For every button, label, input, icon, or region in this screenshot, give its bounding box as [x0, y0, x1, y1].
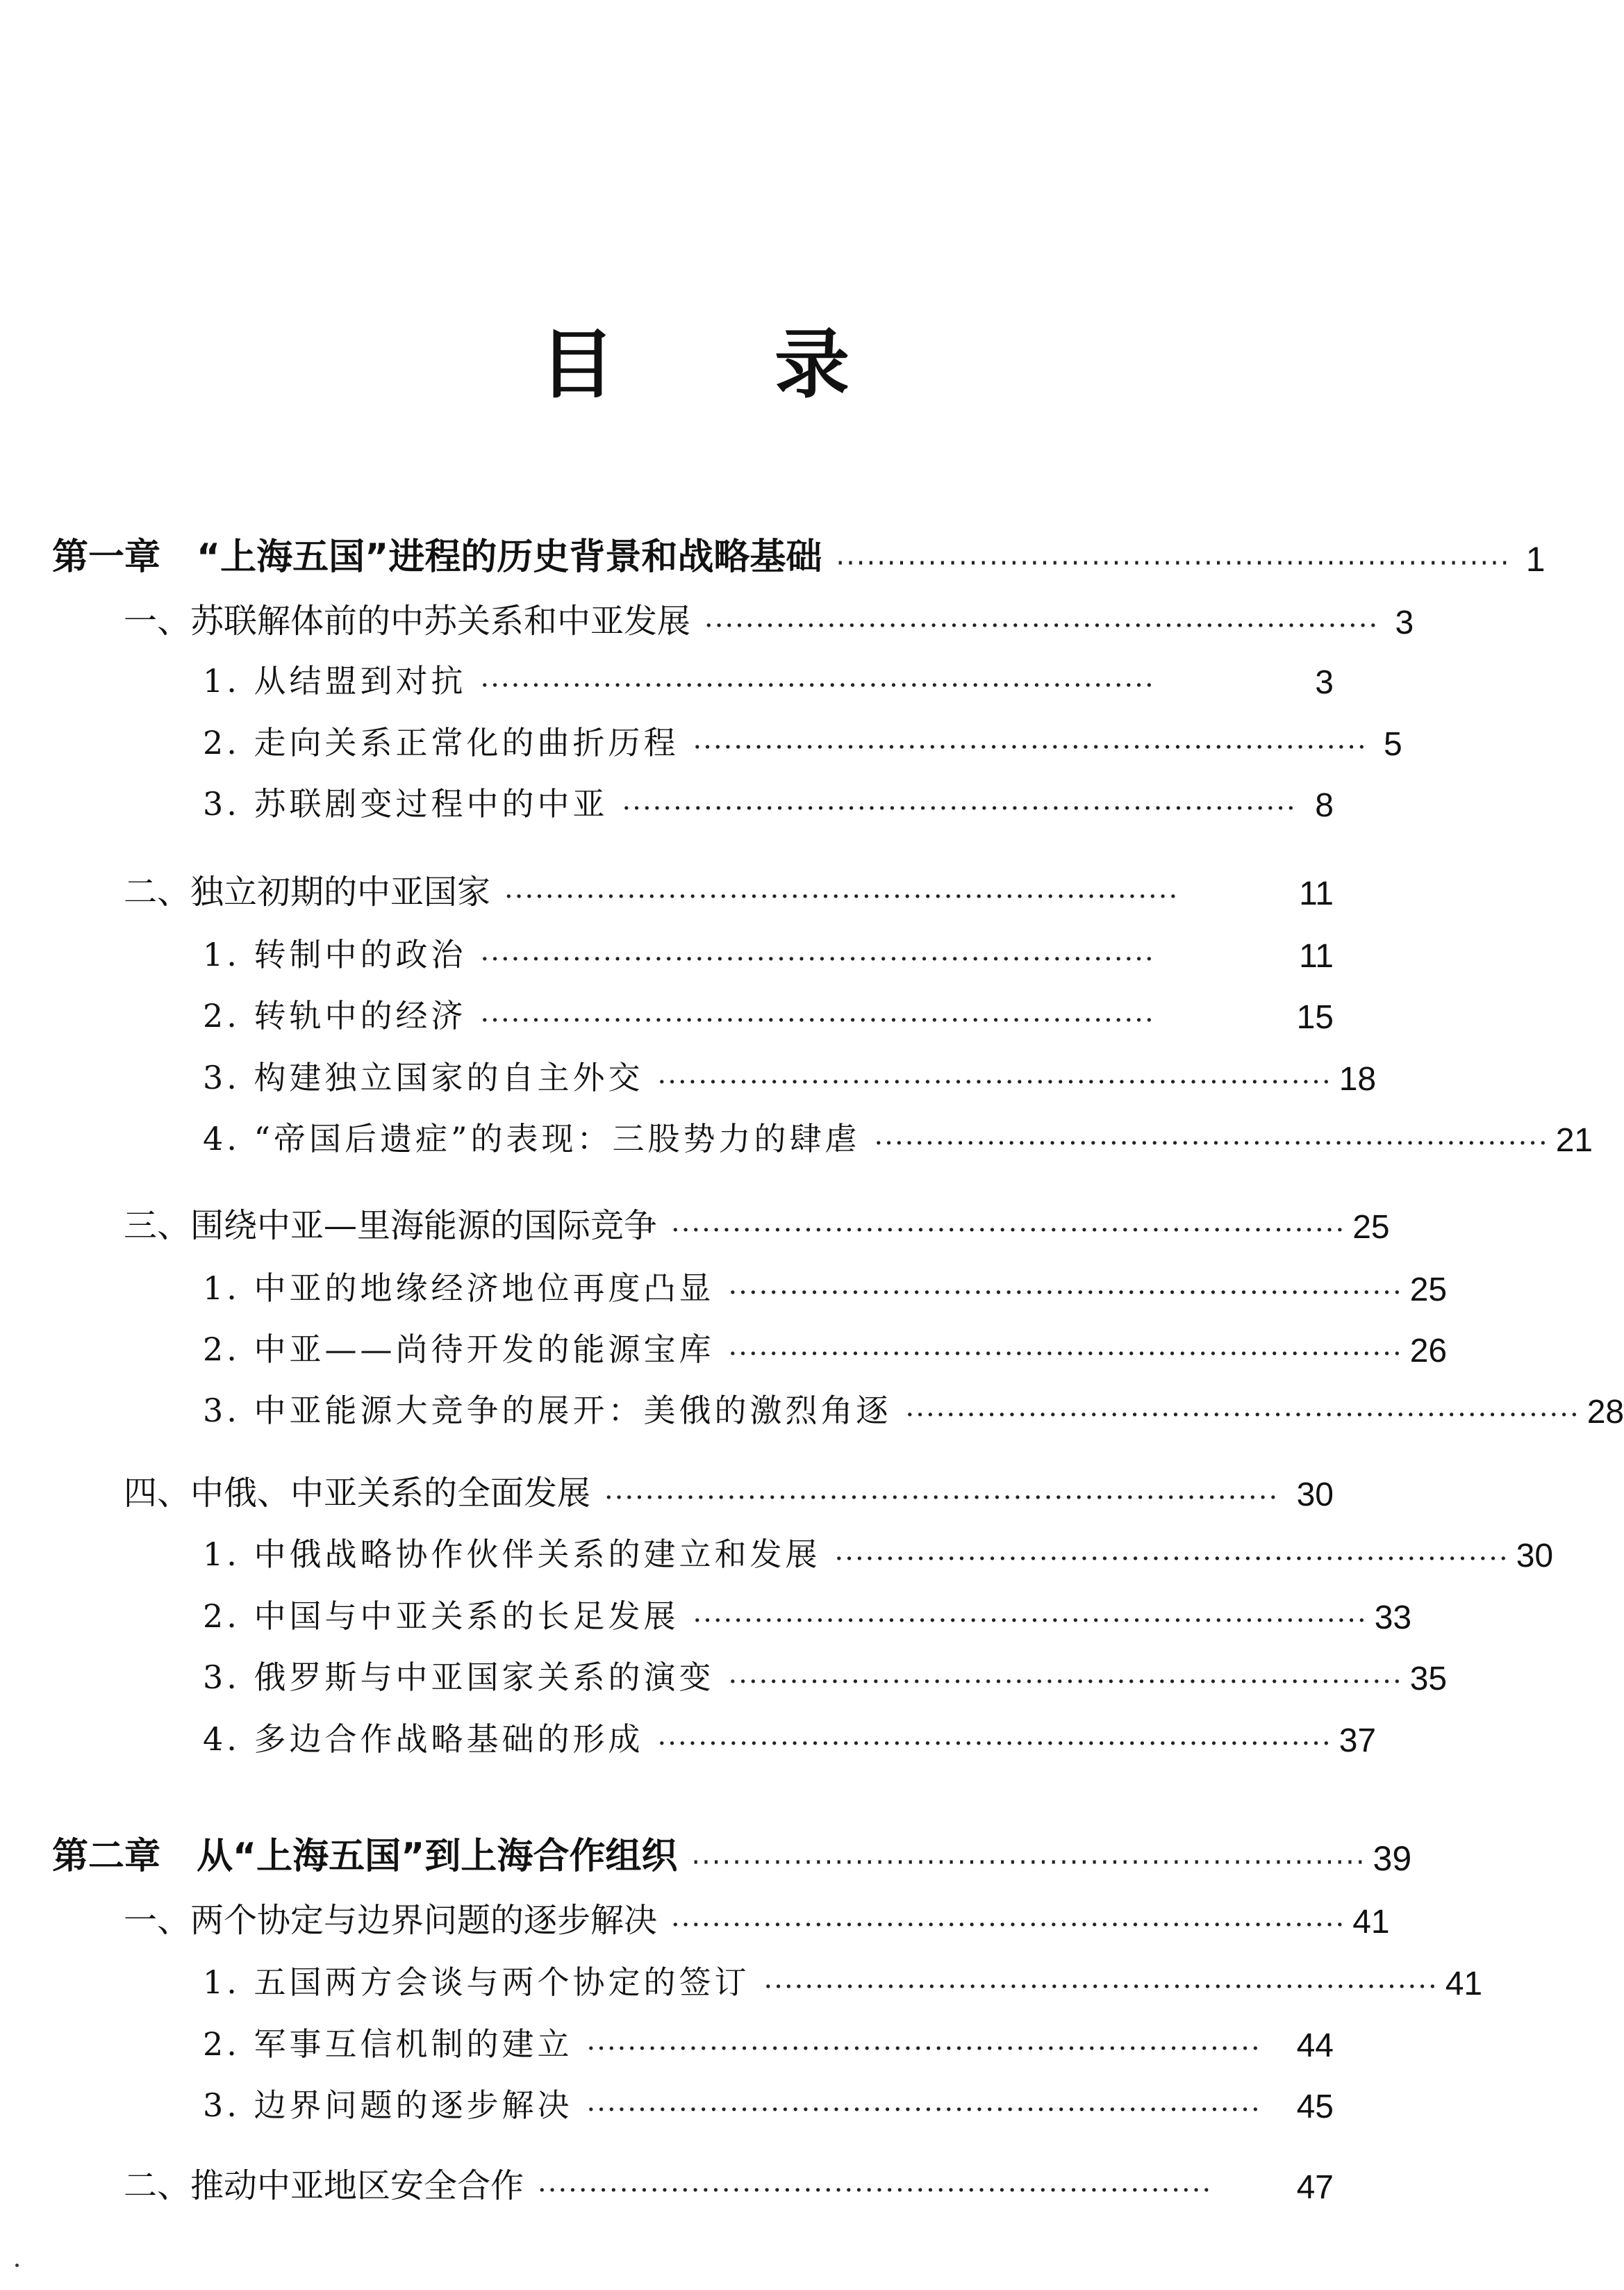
- toc-page-number: 3: [1395, 604, 1414, 641]
- toc-page-number: 47: [1296, 2169, 1334, 2206]
- toc-label: 一、苏联解体前的中苏关系和中亚发展: [124, 602, 691, 641]
- toc-label: 一、两个协定与边界问题的逐步解决: [124, 1901, 658, 1940]
- toc-page-number: 30: [1516, 1538, 1554, 1574]
- toc-leader: ··································································: [691, 1847, 1366, 1879]
- toc-leader: ··································································: [504, 881, 1179, 913]
- toc-subsection[interactable]: [203, 1654, 1448, 1698]
- toc-subsection[interactable]: [203, 780, 1334, 825]
- toc-label: 3. 构建独立国家的自主外交: [203, 1059, 644, 1096]
- toc-page-number: 1: [1525, 540, 1546, 579]
- toc-label: 四、中俄、中亚关系的全面发展: [124, 1474, 591, 1513]
- toc-subsection[interactable]: [203, 657, 1334, 702]
- toc-page-number: 45: [1296, 2089, 1334, 2125]
- title-char-2: 录: [774, 321, 850, 409]
- toc-leader: ··································································: [693, 732, 1368, 764]
- toc-subsection[interactable]: [203, 1387, 1624, 1431]
- toc-subsection[interactable]: [203, 1959, 1483, 2003]
- toc-chapter-2[interactable]: [52, 1834, 1412, 1879]
- toc-page-number: 21: [1555, 1122, 1593, 1159]
- toc-section[interactable]: [124, 598, 1414, 642]
- toc-leader: ··································································: [586, 2094, 1261, 2126]
- toc-page-number: 11: [1299, 875, 1334, 912]
- toc-subsection[interactable]: [203, 1326, 1448, 1370]
- toc-page-number: 3: [1315, 664, 1334, 701]
- toc-page-number: 28: [1586, 1394, 1624, 1431]
- toc-page-number: 5: [1384, 726, 1402, 763]
- toc-leader: ··································································: [693, 1605, 1368, 1637]
- toc-leader: ··································································: [836, 547, 1511, 579]
- toc-label: 2. 中国与中亚关系的长足发展: [203, 1597, 679, 1635]
- toc-subsection[interactable]: [203, 931, 1334, 975]
- scan-speck: [15, 2264, 19, 2267]
- toc-subsection[interactable]: [203, 1592, 1412, 1637]
- toc-leader: ··································································: [874, 1128, 1549, 1160]
- toc-page-number: 44: [1296, 2027, 1334, 2064]
- toc-leader: ··································································: [704, 610, 1379, 642]
- toc-page-number: 26: [1409, 1333, 1448, 1369]
- toc-subsection[interactable]: [203, 1531, 1554, 1575]
- toc-section[interactable]: [124, 1202, 1390, 1246]
- toc-label: 第二章 从“上海五国”到上海合作组织: [52, 1836, 678, 1877]
- toc-subsection[interactable]: [203, 1265, 1448, 1309]
- toc-page-number: 11: [1299, 938, 1334, 975]
- toc-page-number: 37: [1339, 1722, 1377, 1759]
- toc-leader: ··································································: [834, 1543, 1509, 1575]
- toc-leader: ··································································: [586, 2033, 1261, 2065]
- toc-page-number: 41: [1352, 1904, 1390, 1941]
- toc-label: 3. 苏联剧变过程中的中亚: [203, 785, 608, 823]
- toc-chapter-1[interactable]: [52, 535, 1546, 579]
- toc-leader: ··································································: [728, 1277, 1403, 1309]
- title-char-1: 目: [539, 321, 615, 409]
- toc-leader: ··································································: [480, 1005, 1155, 1037]
- toc-leader: ··································································: [763, 1971, 1439, 2003]
- toc-subsection[interactable]: [203, 1115, 1593, 1160]
- toc-leader: ··································································: [671, 1214, 1346, 1246]
- toc-subsection[interactable]: [203, 992, 1334, 1037]
- toc-leader: ··································································: [671, 1909, 1346, 1941]
- toc-subsection[interactable]: [203, 719, 1402, 764]
- toc-section[interactable]: [124, 868, 1334, 913]
- toc-page-number: 8: [1315, 787, 1334, 824]
- toc-page-number: 25: [1352, 1209, 1390, 1246]
- toc-label: 二、推动中亚地区安全合作: [124, 2166, 524, 2205]
- toc-subsection[interactable]: [203, 1054, 1377, 1098]
- toc-label: 第一章 “上海五国”进程的历史背景和战略基础: [52, 536, 822, 578]
- toc-leader: ··································································: [657, 1066, 1332, 1098]
- toc-page-number: 15: [1296, 999, 1334, 1036]
- toc-leader: ··································································: [728, 1338, 1403, 1370]
- toc-label: 4. 多边合作战略基础的形成: [203, 1720, 644, 1758]
- toc-section[interactable]: [124, 1897, 1390, 1941]
- toc-leader: ··································································: [905, 1399, 1580, 1431]
- toc-label: 2. 中亚——尚待开发的能源宝库: [203, 1331, 715, 1368]
- toc-subsection[interactable]: [203, 1715, 1377, 1760]
- toc-leader: ··································································: [657, 1728, 1332, 1760]
- toc-page-number: 18: [1339, 1061, 1377, 1098]
- toc-label: 2. 转轨中的经济: [203, 997, 467, 1035]
- toc-leader: ··································································: [538, 2175, 1213, 2207]
- toc-label: 1. 五国两方会谈与两个协定的签订: [203, 1963, 750, 2001]
- toc-label: 2. 走向关系正常化的曲折历程: [203, 724, 679, 761]
- toc-leader: ··································································: [728, 1666, 1403, 1698]
- toc-leader: ··································································: [480, 944, 1155, 975]
- toc-label: 1. 从结盟到对抗: [203, 662, 467, 700]
- toc-label: 3. 中亚能源大竞争的展开：美俄的激烈角逐: [203, 1392, 892, 1429]
- toc-leader: ··································································: [622, 793, 1297, 825]
- toc-label: 4. “帝国后遗症”的表现：三股势力的肆虐: [203, 1120, 861, 1158]
- toc-page-number: 35: [1409, 1661, 1448, 1697]
- toc-label: 3. 俄罗斯与中亚国家关系的演变: [203, 1658, 715, 1696]
- toc-section[interactable]: [124, 1469, 1334, 1514]
- toc-page-number: 41: [1445, 1966, 1483, 2002]
- toc-label: 1. 中俄战略协作伙伴关系的建立和发展: [203, 1535, 821, 1573]
- toc-label: 1. 中亚的地缘经济地位再度凸显: [203, 1269, 715, 1307]
- toc-subsection[interactable]: [203, 2082, 1334, 2126]
- toc-page-number: 30: [1296, 1476, 1334, 1513]
- toc-label: 3. 边界问题的逐步解决: [203, 2086, 573, 2124]
- toc-page-number: 33: [1374, 1599, 1412, 1636]
- toc-page-number: 25: [1409, 1271, 1448, 1308]
- toc-leader: ··································································: [480, 670, 1155, 702]
- toc-label: 三、围绕中亚—里海能源的国际竞争: [124, 1206, 658, 1245]
- toc-label: 二、独立初期的中亚国家: [124, 873, 491, 912]
- toc-subsection[interactable]: [203, 2020, 1334, 2065]
- toc-leader: ··································································: [604, 1482, 1279, 1514]
- toc-section[interactable]: [124, 2162, 1334, 2207]
- toc-page-number: 39: [1373, 1839, 1412, 1878]
- toc-label: 2. 军事互信机制的建立: [203, 2025, 573, 2063]
- toc-label: 1. 转制中的政治: [203, 936, 467, 973]
